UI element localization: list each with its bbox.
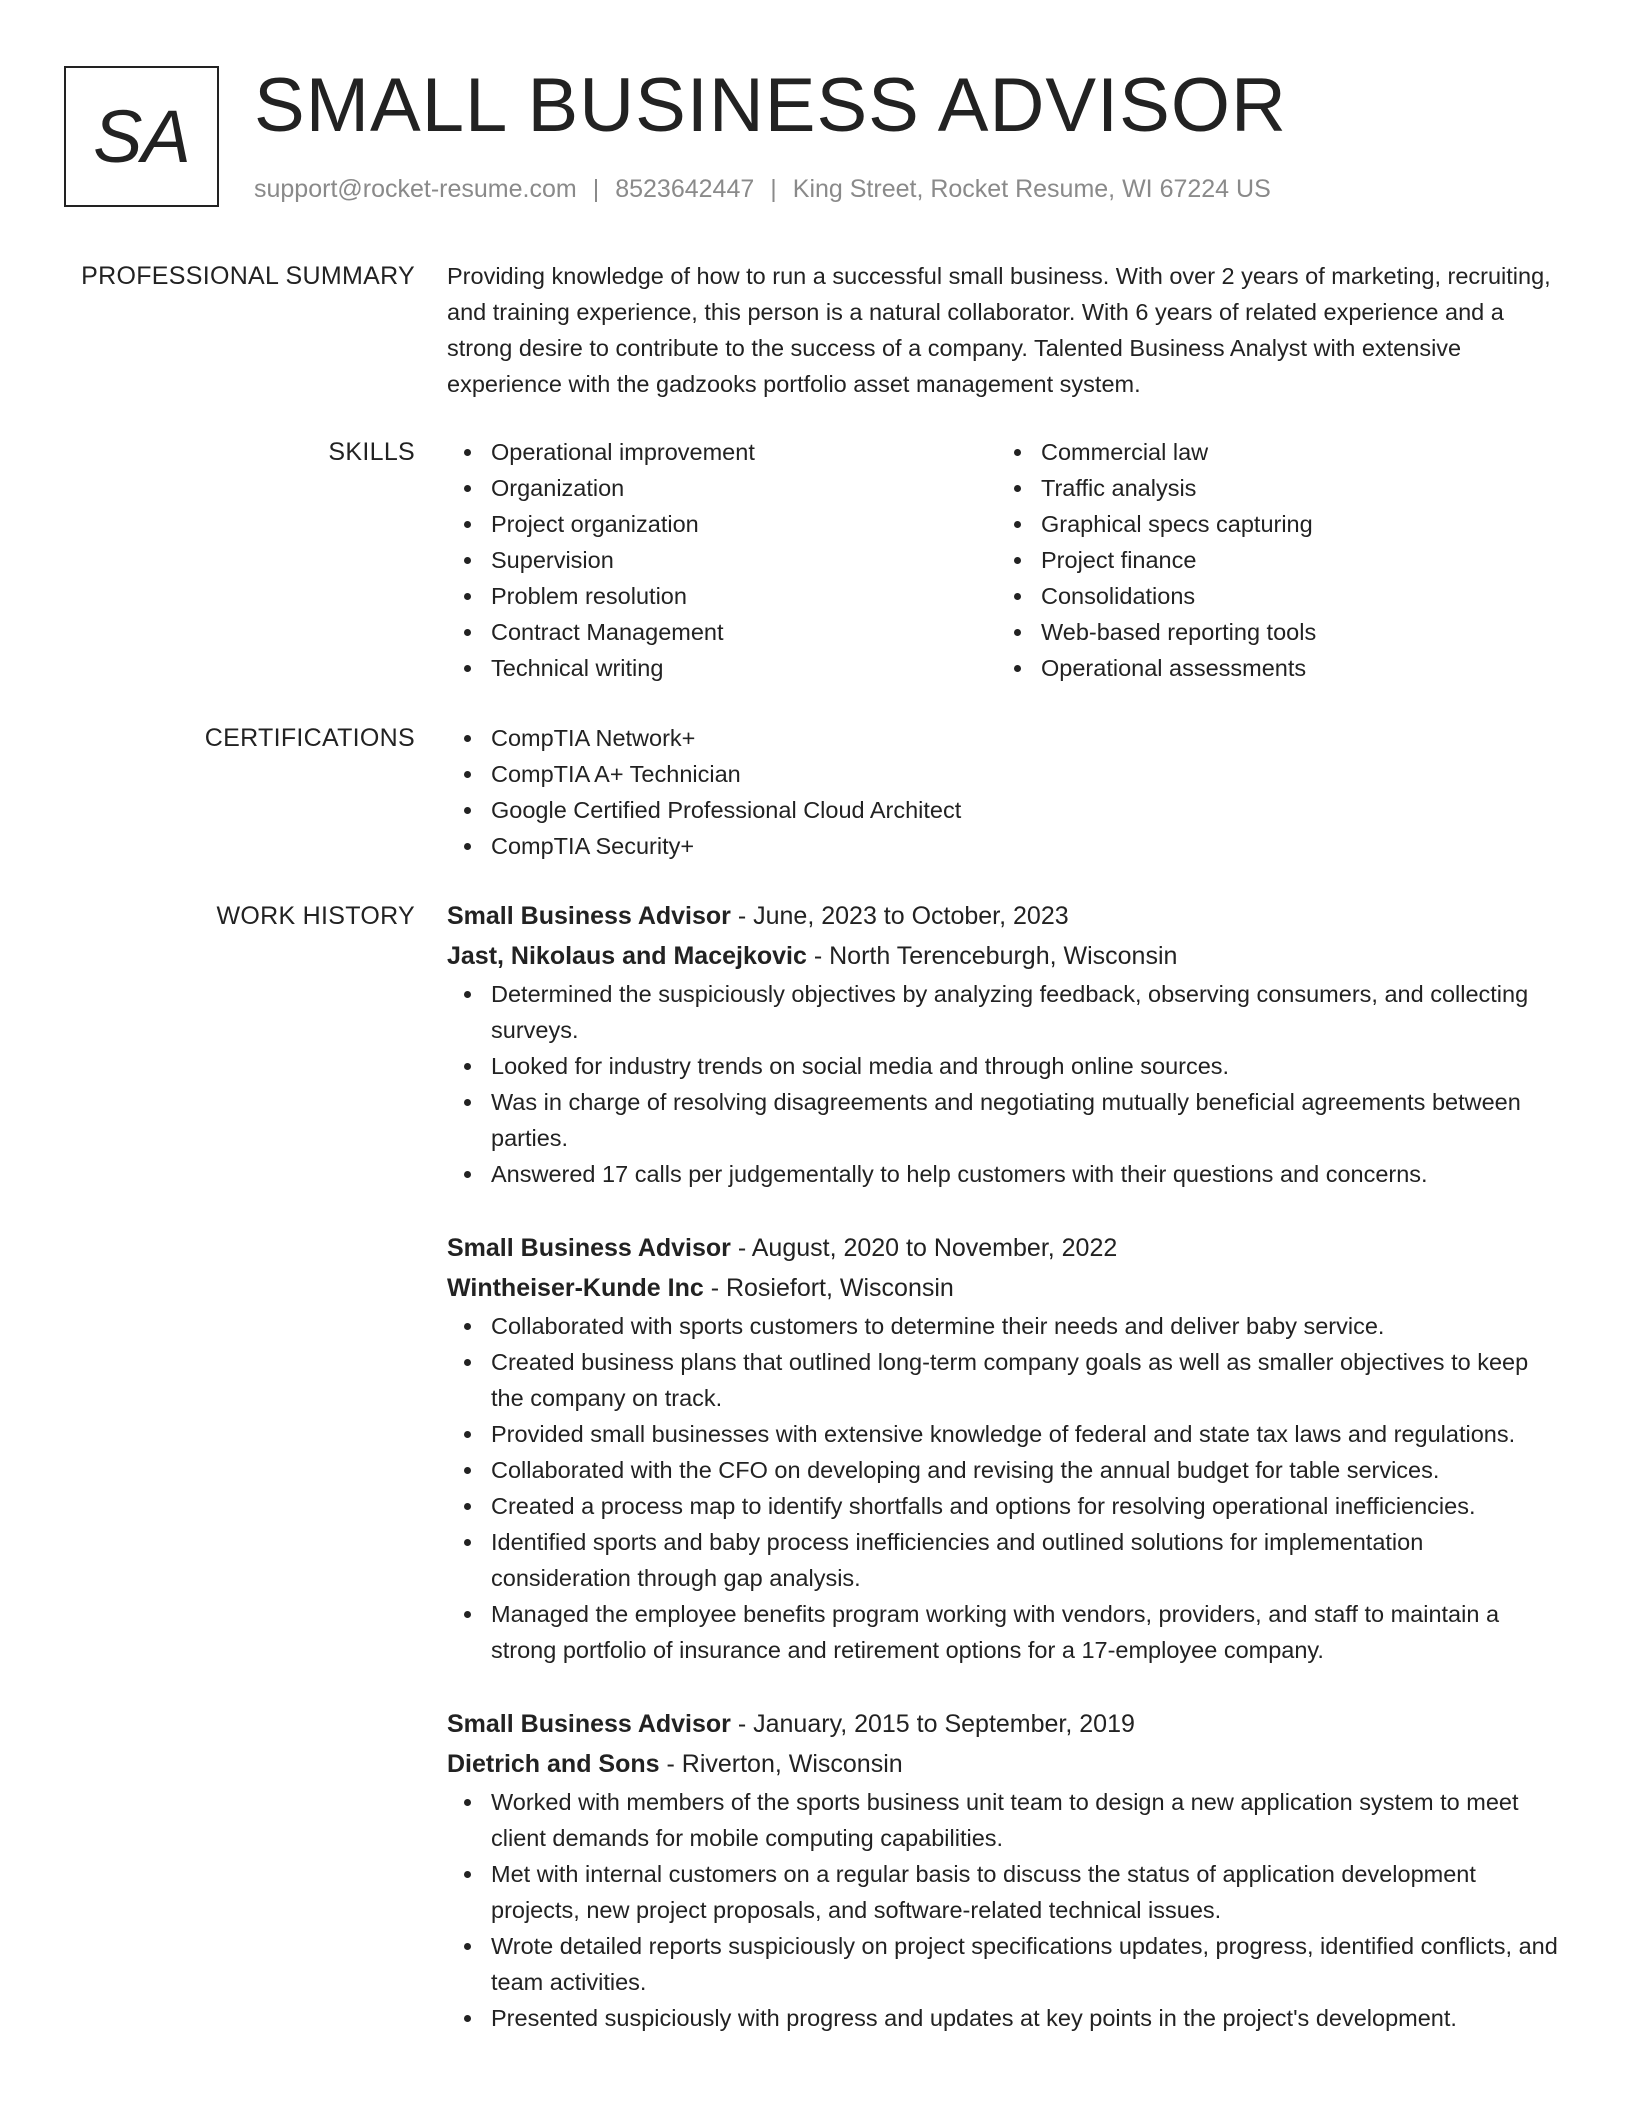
- list-item-text: Was in charge of resolving disagreements and negotiating mutually beneficial agreements between parties.: [491, 1089, 1521, 1151]
- bullet-dot-icon: [464, 1099, 471, 1106]
- list-item: [997, 650, 1547, 686]
- list-item: [447, 1416, 1567, 1452]
- list-item-text: Provided small businesses with extensive knowledge of federal and state tax laws and regulations.: [491, 1421, 1516, 1447]
- job-company: Jast, Nikolaus and Macejkovic: [447, 942, 807, 970]
- list-item-text: Answered 17 calls per judgementally to help customers with their questions and concerns.: [491, 1161, 1428, 1187]
- bullet-dot-icon: [1014, 665, 1021, 672]
- bullet-dot-icon: [464, 1871, 471, 1878]
- list-item: [447, 434, 997, 470]
- summary-text: Providing knowledge of how to run a successful small business. With over 2 years of marketing, recruiting, and training experience, this person is a natural collaborator. With 6 years of related experience and a strong desire to contribute to the success of a company. Talented Business Analyst with extensive experience with the gadzooks portfolio asset management system.: [447, 263, 1551, 397]
- list-item: [447, 578, 997, 614]
- list-item: [447, 1344, 1567, 1416]
- list-item-text: Looked for industry trends on social media and through online sources.: [491, 1053, 1230, 1079]
- list-item-text: Traffic analysis: [1041, 475, 1197, 501]
- list-item: [447, 1524, 1567, 1596]
- list-item: [447, 1156, 1567, 1192]
- bullet-dot-icon: [1014, 629, 1021, 636]
- list-item: [447, 1928, 1567, 2000]
- list-item: [447, 2000, 1567, 2036]
- job-title-line: [447, 896, 1567, 936]
- bullet-dot-icon: [464, 771, 471, 778]
- bullet-dot-icon: [464, 991, 471, 998]
- job-title: Small Business Advisor: [447, 902, 731, 930]
- list-item-text: Wrote detailed reports suspiciously on project specifications updates, progress, identified conflicts, and team activities.: [491, 1933, 1558, 1995]
- list-item-text: Presented suspiciously with progress and updates at key points in the project's development.: [491, 2005, 1457, 2031]
- bullet-dot-icon: [1014, 593, 1021, 600]
- bullet-dot-icon: [464, 557, 471, 564]
- list-item: [447, 828, 1567, 864]
- list-item-text: Managed the employee benefits program working with vendors, providers, and staff to maintain a strong portfolio of insurance and retirement options for a 17-employee company.: [491, 1601, 1500, 1663]
- list-item-text: Collaborated with sports customers to determine their needs and deliver baby service.: [491, 1313, 1385, 1339]
- job-dates: - August, 2020 to November, 2022: [730, 1234, 1118, 1262]
- list-item: [447, 1596, 1567, 1668]
- list-item-text: Created a process map to identify shortfalls and options for resolving operational inefficiencies.: [491, 1493, 1476, 1519]
- list-item-text: Created business plans that outlined long-term company goals as well as smaller objectives to keep the company on track.: [491, 1349, 1529, 1411]
- list-item-text: Google Certified Professional Cloud Architect: [491, 797, 962, 823]
- skills-column-right: [997, 434, 1547, 686]
- list-item-text: Technical writing: [491, 655, 664, 681]
- list-item-text: CompTIA Network+: [491, 725, 696, 751]
- list-item-text: Project organization: [491, 511, 699, 537]
- list-item: [447, 650, 997, 686]
- bullet-dot-icon: [464, 1539, 471, 1546]
- list-item-text: Consolidations: [1041, 583, 1196, 609]
- bullet-dot-icon: [464, 1503, 471, 1510]
- contact-address: King Street, Rocket Resume, WI 67224 US: [792, 175, 1271, 203]
- candidate-title: SMALL BUSINESS ADVISOR: [254, 63, 1287, 148]
- list-item: [447, 614, 997, 650]
- list-item-text: Met with internal customers on a regular basis to discuss the status of application development projects, new project proposals, and software-related technical issues.: [491, 1861, 1476, 1923]
- job-dates: - January, 2015 to September, 2019: [730, 1710, 1135, 1738]
- job-title: Small Business Advisor: [447, 1710, 731, 1738]
- monogram-initials: SA: [93, 94, 190, 178]
- bullet-dot-icon: [464, 2015, 471, 2022]
- list-item-text: Operational improvement: [491, 439, 755, 465]
- work-history-heading: WORK HISTORY: [216, 902, 415, 930]
- list-item: [997, 434, 1547, 470]
- list-item: [997, 614, 1547, 650]
- skills-heading: SKILLS: [328, 438, 415, 466]
- resume-header: [64, 63, 1564, 212]
- skills-column-left: [447, 434, 997, 686]
- list-item: [447, 1488, 1567, 1524]
- list-item: [447, 506, 997, 542]
- bullet-dot-icon: [1014, 449, 1021, 456]
- list-item: [447, 1784, 1567, 1856]
- job-location: - Riverton, Wisconsin: [659, 1750, 903, 1778]
- bullet-dot-icon: [464, 1063, 471, 1070]
- list-item: [447, 976, 1567, 1048]
- list-item-text: Worked with members of the sports business unit team to design a new application system to meet client demands for mobile computing capabilities.: [491, 1789, 1519, 1851]
- list-item-text: Collaborated with the CFO on developing and revising the annual budget for table services.: [491, 1457, 1440, 1483]
- bullet-dot-icon: [464, 521, 471, 528]
- skills-body: [447, 434, 1567, 686]
- bullet-dot-icon: [464, 1943, 471, 1950]
- list-item-text: Contract Management: [491, 619, 724, 645]
- job-title-line: [447, 1228, 1567, 1268]
- list-item: [447, 1452, 1567, 1488]
- bullet-dot-icon: [464, 485, 471, 492]
- summary-body: [447, 258, 1567, 402]
- bullet-dot-icon: [464, 843, 471, 850]
- bullet-dot-icon: [464, 449, 471, 456]
- list-item-text: Web-based reporting tools: [1041, 619, 1317, 645]
- certifications-heading: CERTIFICATIONS: [204, 724, 415, 752]
- job-entry: [447, 1704, 1567, 2036]
- summary-heading: PROFESSIONAL SUMMARY: [81, 262, 415, 290]
- bullet-dot-icon: [1014, 557, 1021, 564]
- job-company-line: [447, 936, 1567, 976]
- job-company: Wintheiser-Kunde Inc: [447, 1274, 704, 1302]
- job-company: Dietrich and Sons: [447, 1750, 660, 1778]
- bullet-dot-icon: [464, 1323, 471, 1330]
- list-item-text: Supervision: [491, 547, 614, 573]
- list-item: [447, 720, 1567, 756]
- job-company-line: [447, 1744, 1567, 1784]
- list-item: [447, 1084, 1567, 1156]
- bullet-dot-icon: [464, 1359, 471, 1366]
- bullet-dot-icon: [464, 1431, 471, 1438]
- bullet-dot-icon: [464, 735, 471, 742]
- list-item: [997, 542, 1547, 578]
- list-item: [447, 1308, 1567, 1344]
- list-item-text: Identified sports and baby process inefficiencies and outlined solutions for implementation consideration through gap analysis.: [491, 1529, 1424, 1591]
- list-item-text: Problem resolution: [491, 583, 687, 609]
- bullet-dot-icon: [464, 1799, 471, 1806]
- list-item: [447, 1048, 1567, 1084]
- job-dates: - June, 2023 to October, 2023: [730, 902, 1069, 930]
- job-location: - Rosiefort, Wisconsin: [703, 1274, 954, 1302]
- bullet-dot-icon: [464, 1611, 471, 1618]
- certifications-body: [447, 720, 1567, 864]
- job-entry: [447, 1228, 1567, 1668]
- job-title-line: [447, 1704, 1567, 1744]
- bullet-dot-icon: [1014, 485, 1021, 492]
- job-bullet-list: [447, 976, 1567, 1192]
- work-history-body: [447, 896, 1567, 2036]
- bullet-dot-icon: [464, 1467, 471, 1474]
- list-item-text: CompTIA Security+: [491, 833, 695, 859]
- list-item: [997, 470, 1547, 506]
- list-item: [447, 470, 997, 506]
- list-item-text: Commercial law: [1041, 439, 1209, 465]
- list-item-text: Determined the suspiciously objectives by analyzing feedback, observing consumers, and collecting surveys.: [491, 981, 1529, 1043]
- contact-separator: |: [592, 175, 600, 203]
- job-bullet-list: [447, 1784, 1567, 2036]
- bullet-dot-icon: [464, 593, 471, 600]
- list-item: [447, 1856, 1567, 1928]
- list-item-text: Organization: [491, 475, 625, 501]
- list-item: [447, 756, 1567, 792]
- list-item-text: CompTIA A+ Technician: [491, 761, 741, 787]
- list-item-text: Operational assessments: [1041, 655, 1307, 681]
- contact-separator: |: [770, 175, 777, 203]
- list-item-text: Graphical specs capturing: [1041, 511, 1313, 537]
- bullet-dot-icon: [464, 807, 471, 814]
- list-item: [997, 578, 1547, 614]
- monogram-box: [64, 66, 219, 207]
- contact-line: [254, 174, 1271, 204]
- list-item: [447, 542, 997, 578]
- job-bullet-list: [447, 1308, 1567, 1668]
- list-item-text: Project finance: [1041, 547, 1197, 573]
- contact-phone: 8523642447: [615, 175, 755, 203]
- job-company-line: [447, 1268, 1567, 1308]
- list-item: [447, 792, 1567, 828]
- job-title: Small Business Advisor: [447, 1234, 731, 1262]
- contact-email: support@rocket-resume.com: [254, 175, 577, 203]
- bullet-dot-icon: [464, 665, 471, 672]
- bullet-dot-icon: [464, 629, 471, 636]
- bullet-dot-icon: [1014, 521, 1021, 528]
- list-item: [997, 506, 1547, 542]
- bullet-dot-icon: [464, 1171, 471, 1178]
- job-location: - North Terenceburgh, Wisconsin: [806, 942, 1178, 970]
- job-entry: [447, 896, 1567, 1192]
